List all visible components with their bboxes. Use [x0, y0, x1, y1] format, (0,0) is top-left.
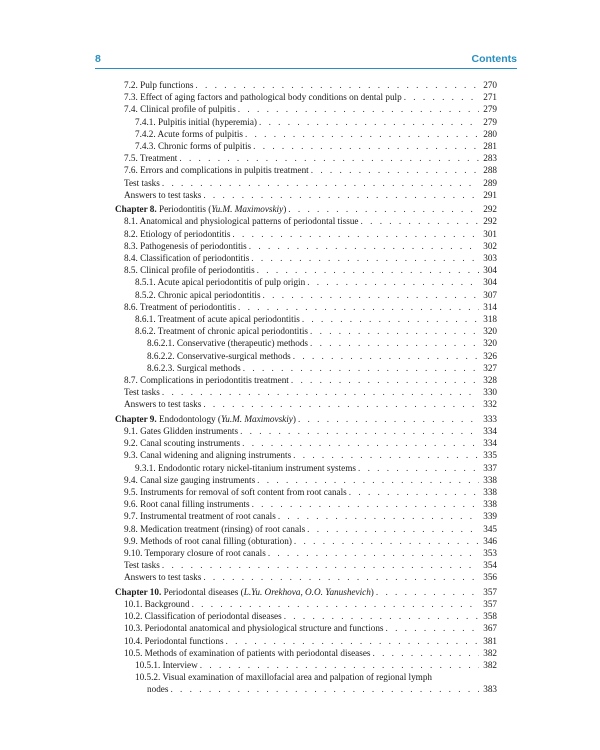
page-ref: 288: [483, 165, 497, 176]
page-ref: 382: [483, 659, 497, 670]
dot-leader: [310, 337, 479, 349]
entry-title: 8.6.2.1. Conservative (therapeutic) methods: [147, 338, 308, 349]
page-ref: 334: [483, 426, 497, 437]
entry-title: 9.8. Medication treatment (rinsing) of root canals: [124, 523, 306, 534]
dot-leader: [253, 140, 479, 152]
toc-entry-row[interactable]: [115, 91, 497, 103]
toc-entry-row[interactable]: [115, 462, 497, 474]
page-ref: 367: [483, 623, 497, 634]
entry-title: Test tasks: [124, 177, 160, 188]
toc-entry-row[interactable]: [115, 152, 497, 164]
toc-entry-row[interactable]: [115, 240, 497, 252]
page-ref: 320: [483, 326, 497, 337]
page-ref: 292: [483, 204, 497, 215]
toc-entry-row[interactable]: [115, 79, 497, 91]
toc-entry-row[interactable]: [115, 215, 497, 227]
toc-entry-row[interactable]: [115, 622, 497, 634]
page-ref: 382: [483, 647, 497, 658]
dot-leader: [307, 523, 479, 535]
dot-leader: [203, 398, 479, 410]
dot-leader: [242, 437, 479, 449]
chapter-name: Periodontal diseases (: [163, 586, 244, 597]
dot-leader: [232, 228, 479, 240]
page-ref: 326: [483, 350, 497, 361]
entry-title: 9.7. Instrumental treatment of root canals: [124, 511, 276, 522]
page-ref: 339: [483, 511, 497, 522]
chapter-close: ): [370, 586, 374, 597]
dot-leader: [240, 425, 479, 437]
toc-entry-row[interactable]: [115, 659, 497, 671]
dot-leader: [162, 559, 479, 571]
dot-leader: [238, 301, 479, 313]
page-ref: 335: [483, 450, 497, 461]
chapter-name: Periodontitis (: [158, 204, 212, 215]
toc-entry-row[interactable]: [115, 264, 497, 276]
toc-entry-row[interactable]: [115, 164, 497, 176]
entry-title: 10.3. Periodontal anatomical and physiological structure and functions: [124, 623, 384, 634]
entry-title: Test tasks: [124, 387, 160, 398]
entry-title: 10.5.1. Interview: [135, 659, 198, 670]
toc-entry-line[interactable]: 10.5.2. Visual examination of maxillofacial area and palpation of regional lymph: [135, 672, 433, 683]
dot-leader: [307, 276, 479, 288]
toc-entry-row[interactable]: [115, 301, 497, 313]
page-ref: 330: [483, 387, 497, 398]
toc-entry-row[interactable]: [115, 610, 497, 622]
toc-chapter-row[interactable]: [115, 413, 497, 425]
dot-leader: [376, 586, 479, 598]
page-ref: 304: [483, 277, 497, 288]
page-ref: 333: [483, 413, 497, 424]
dot-leader: [284, 610, 479, 622]
entry-title: 8.1. Anatomical and physiological patterns of periodontal tissue: [124, 216, 359, 227]
dot-leader: [162, 177, 479, 189]
dot-leader: [291, 374, 479, 386]
section-title: Contents: [471, 53, 517, 65]
dot-leader: [263, 289, 479, 301]
dot-leader: [252, 498, 479, 510]
toc-entry-row[interactable]: [115, 425, 497, 437]
entry-title: 7.6. Errors and complications in pulpitis treatment: [124, 165, 309, 176]
dot-leader: [195, 79, 479, 91]
dot-leader: [257, 264, 479, 276]
chapter-title: [115, 413, 296, 425]
entry-title: Test tasks: [124, 560, 160, 571]
entry-title: 10.4. Periodontal functions: [124, 635, 224, 646]
toc-entry-row[interactable]: [115, 350, 497, 362]
toc-entry-row[interactable]: [115, 325, 497, 337]
entry-title: 9.6. Root canal filling instruments: [124, 499, 250, 510]
entry-title: 9.5. Instruments for removal of soft content from root canals: [124, 486, 347, 497]
dot-leader: [294, 535, 479, 547]
entry-title: 8.6.1. Treatment of acute apical periodontitis: [135, 313, 300, 324]
toc-entry-row[interactable]: [115, 252, 497, 264]
chapter-title: [115, 203, 286, 215]
toc-entry-row[interactable]: [115, 683, 497, 695]
dot-leader: [288, 203, 479, 215]
dot-leader: [404, 91, 479, 103]
dot-leader: [226, 635, 479, 647]
page-ref: 279: [483, 104, 497, 115]
entry-title: Answers to test tasks: [124, 189, 202, 200]
entry-title: 9.4. Canal size gauging instruments: [124, 474, 256, 485]
entry-title: 10.1. Background: [124, 599, 190, 610]
entry-title: 8.6.2.2. Conservative-surgical methods: [147, 350, 291, 361]
toc-entry-row[interactable]: [115, 313, 497, 325]
entry-title: 9.3. Canal widening and aligning instruments: [124, 450, 292, 461]
dot-leader: [293, 350, 479, 362]
dot-leader: [302, 313, 479, 325]
page-ref: 357: [483, 586, 497, 597]
page-ref: 301: [483, 228, 497, 239]
page-ref: 327: [483, 362, 497, 373]
page-ref: 314: [483, 301, 497, 312]
toc-entry-row[interactable]: [115, 486, 497, 498]
dot-leader: [257, 474, 479, 486]
dot-leader: [293, 449, 479, 461]
toc-entry-row[interactable]: [115, 547, 497, 559]
toc-entry-row[interactable]: [115, 289, 497, 301]
dot-leader: [203, 189, 479, 201]
page-ref: 328: [483, 374, 497, 385]
toc-entry-row[interactable]: [115, 474, 497, 486]
entry-title: 10.5. Methods of examination of patients with periodontal diseases: [124, 647, 371, 658]
dot-leader: [361, 215, 480, 227]
toc-entry-row[interactable]: [115, 386, 497, 398]
chapter-title: [115, 586, 374, 598]
dot-leader: [170, 683, 479, 695]
toc-entry-row[interactable]: [115, 647, 497, 659]
entry-title: Answers to test tasks: [124, 399, 202, 410]
dot-leader: [278, 510, 479, 522]
page-ref: 357: [483, 599, 497, 610]
page-ref: 292: [483, 216, 497, 227]
chapter-close: ): [283, 204, 287, 215]
toc-entry-row[interactable]: [115, 523, 497, 535]
toc-entry-row[interactable]: [115, 362, 497, 374]
page-ref: 332: [483, 399, 497, 410]
toc-entry-row[interactable]: [115, 510, 497, 522]
page-ref: 383: [483, 684, 497, 695]
entry-title: 8.5.2. Chronic apical periodontitis: [135, 289, 261, 300]
entry-title: 7.4.2. Acute forms of pulpitis: [135, 128, 243, 139]
toc-entry-row[interactable]: [115, 398, 497, 410]
page-ref: 353: [483, 547, 497, 558]
chapter-label: Chapter 9.: [115, 413, 157, 424]
toc-entry-row[interactable]: [115, 116, 497, 128]
entry-title: 8.2. Etiology of periodontitis: [124, 228, 231, 239]
entry-title: 8.4. Classification of periodontitis: [124, 253, 250, 264]
page-ref: 318: [483, 313, 497, 324]
dot-leader: [358, 462, 479, 474]
dot-leader: [385, 622, 479, 634]
entry-title: 8.6. Treatment of periodontitis: [124, 301, 237, 312]
entry-title: 9.2. Canal scouting instruments: [124, 438, 241, 449]
toc-entry-row[interactable]: [115, 128, 497, 140]
dot-leader: [349, 486, 479, 498]
toc-entry-row[interactable]: [115, 140, 497, 152]
toc-entry-row[interactable]: [115, 437, 497, 449]
page-ref: 302: [483, 240, 497, 251]
dot-leader: [249, 240, 479, 252]
toc-entry-row[interactable]: [115, 498, 497, 510]
toc-entry-row[interactable]: [115, 449, 497, 461]
page-ref: 338: [483, 499, 497, 510]
entry-title: 7.4. Clinical profile of pulpitis: [124, 104, 236, 115]
toc-entry-row[interactable]: [115, 103, 497, 115]
toc-entry-row[interactable]: [115, 337, 497, 349]
entry-title: 7.4.3. Chronic forms of pulpitis: [135, 140, 252, 151]
toc-entry-row[interactable]: [115, 276, 497, 288]
dot-leader: [311, 164, 479, 176]
dot-leader: [200, 659, 479, 671]
chapter-label: Chapter 8.: [115, 204, 157, 215]
dot-leader: [259, 116, 479, 128]
dot-leader: [243, 362, 479, 374]
dot-leader: [238, 103, 479, 115]
dot-leader: [179, 152, 479, 164]
page-ref: 345: [483, 523, 497, 534]
page-ref: 304: [483, 265, 497, 276]
toc-entry-row[interactable]: [115, 635, 497, 647]
entry-title: Answers to test tasks: [124, 572, 202, 583]
chapter-label: Chapter 10.: [115, 586, 162, 597]
entry-title-cont: nodes: [147, 684, 169, 695]
page-ref: 346: [483, 535, 497, 546]
page-ref: 271: [483, 92, 497, 103]
toc-entry-row[interactable]: [115, 228, 497, 240]
table-of-contents: [115, 79, 497, 696]
chapter-name: Endodontology (: [158, 413, 221, 424]
entry-title: 10.2. Classification of periodontal diseases: [124, 611, 282, 622]
entry-title: 8.6.2.3. Surgical methods: [147, 362, 241, 373]
page-ref: 291: [483, 189, 497, 200]
page-ref: 270: [483, 80, 497, 90]
entry-title: 8.5.1. Acute apical periodontitis of pulp origin: [135, 277, 306, 288]
page-ref: 338: [483, 474, 497, 485]
page-ref: 303: [483, 253, 497, 264]
page-ref: 354: [483, 560, 497, 571]
entry-title: 9.1. Gates Glidden instruments: [124, 426, 239, 437]
page-ref: 280: [483, 128, 497, 139]
page-ref: 279: [483, 116, 497, 127]
page-ref: 281: [483, 140, 497, 151]
page-ref: 289: [483, 177, 497, 188]
dot-leader: [298, 413, 479, 425]
entry-title: 7.3. Effect of aging factors and pathological body conditions on dental pulp: [124, 92, 402, 103]
dot-leader: [372, 647, 479, 659]
toc-chapter-row[interactable]: [115, 586, 497, 598]
entry-title: 9.10. Temporary closure of root canals: [124, 547, 266, 558]
entry-title: 7.2. Pulp functions: [124, 80, 194, 90]
toc-entry-row[interactable]: [115, 177, 497, 189]
toc-entry-row[interactable]: [115, 571, 497, 583]
toc-entry-row[interactable]: [115, 374, 497, 386]
page-ref: 356: [483, 572, 497, 583]
chapter-authors: Yu.M. Maximovskiy: [221, 413, 293, 424]
page-number: 8: [95, 53, 101, 65]
page-ref: 358: [483, 611, 497, 622]
page-ref: 283: [483, 153, 497, 164]
chapter-authors: Yu.M. Maximovskiy: [211, 204, 284, 215]
dot-leader: [268, 547, 479, 559]
entry-title: 9.9. Methods of root canal filling (obturation): [124, 535, 292, 546]
toc-entry-row[interactable]: [115, 189, 497, 201]
toc-entry-row[interactable]: [115, 559, 497, 571]
entry-title: 7.5. Treatment: [124, 153, 178, 164]
entry-title: 8.6.2. Treatment of chronic apical periodontitis: [135, 326, 308, 337]
dot-leader: [251, 252, 479, 264]
entry-title: 7.4.1. Pulpitis initial (hyperemia): [135, 116, 257, 127]
dot-leader: [245, 128, 479, 140]
page-ref: 381: [483, 635, 497, 646]
dot-leader: [203, 571, 479, 583]
page-ref: 334: [483, 438, 497, 449]
toc-chapter-row[interactable]: [115, 203, 497, 215]
dot-leader: [310, 325, 479, 337]
page-ref: 337: [483, 462, 497, 473]
page-ref: 307: [483, 289, 497, 300]
dot-leader: [162, 386, 479, 398]
chapter-authors: L.Yu. Orekhova, O.O. Yanushevich: [243, 586, 371, 597]
toc-entry-row[interactable]: [115, 598, 497, 610]
entry-title: 8.5. Clinical profile of periodontitis: [124, 265, 255, 276]
entry-title: 8.3. Pathogenesis of periodontitis: [124, 240, 247, 251]
dot-leader: [192, 598, 479, 610]
entry-title: 9.3.1. Endodontic rotary nickel-titanium instrument systems: [135, 462, 356, 473]
page-ref: 320: [483, 338, 497, 349]
toc-entry-row[interactable]: [115, 535, 497, 547]
entry-title: 8.7. Complications in periodontitis treatment: [124, 374, 289, 385]
page-ref: 338: [483, 486, 497, 497]
chapter-close: ): [292, 413, 296, 424]
page-header: [95, 52, 517, 69]
